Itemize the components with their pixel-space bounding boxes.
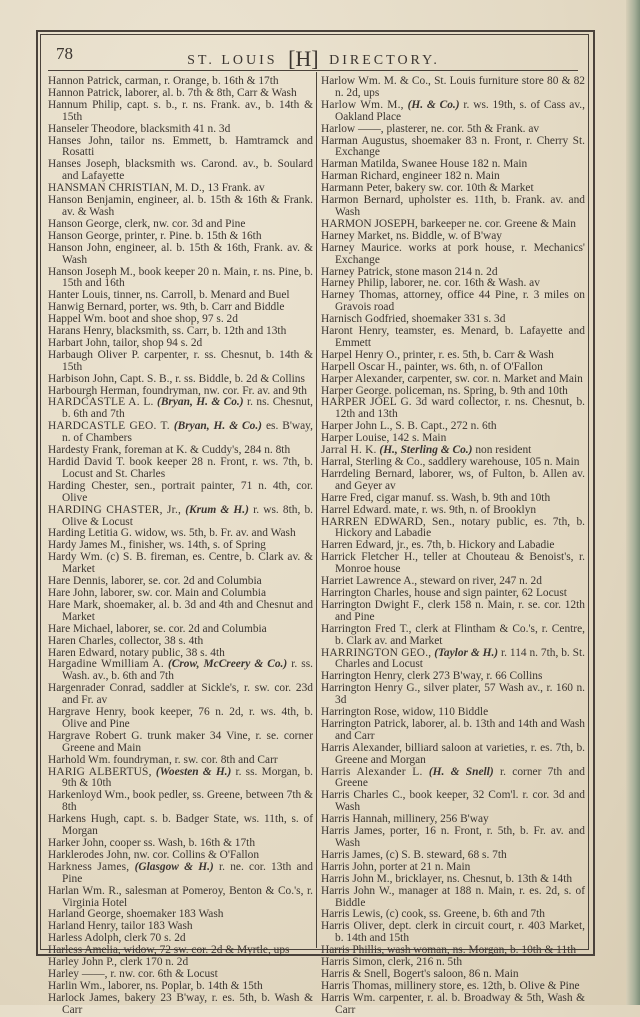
entry-name: Harlow Wm. M.,: [321, 98, 404, 111]
page-edge: [626, 0, 640, 1005]
entry-text: HANSMAN CHRISTIAN, M. D., 13 Frank. av: [48, 182, 265, 195]
entry-text: Harre Fred, cigar manuf. ss. Wash, b. 9th and 10th: [321, 491, 551, 504]
directory-entry: [321, 397, 585, 421]
header-rule: [48, 70, 578, 71]
entry-text: Harris Oliver, dept. clerk in circuit court, r. 403 Market, b. 14th and 15th: [321, 920, 585, 945]
directory-entry: [48, 862, 313, 886]
entry-text: Hargrave Robert G. trunk maker 34 Vine, r. se. corner Greene and Main: [48, 729, 313, 754]
directory-entry: [321, 826, 585, 850]
entry-text: Hanson John, engineer, al. b. 15th & 16th, Frank. av. & Wash: [48, 241, 313, 266]
entry-text: Hanson George, printer, r. Pine. b. 15th & 16th: [48, 229, 262, 242]
column-divider: [316, 72, 317, 948]
entry-text: Harrel Edward. mate, r. ws. 9th, n. of Brooklyn: [321, 503, 537, 516]
entry-name: Hargadine Wmilliam A.: [48, 658, 164, 671]
entry-name: Jarral H. K.: [321, 444, 377, 457]
entry-text: Harney Patrick, stone mason 214 n. 2d: [321, 265, 498, 278]
entry-text: Harpel Henry O., printer, r. es. 5th, b. Carr & Wash: [321, 348, 554, 361]
directory-entry: [321, 195, 585, 219]
entry-text: Harris Charles C., book keeper, 32 Com'l. r. cor. 3d and Wash: [321, 789, 585, 814]
left-column: [48, 76, 313, 1017]
entry-text: Harrington Patrick, laborer, al. b. 13th and 14th and Wash and Carr: [321, 717, 585, 742]
directory-entry: [48, 100, 313, 124]
entry-text: Hanson George, clerk, nw. cor. 3d and Pine: [48, 217, 246, 230]
entry-text: Harlan Wm. R., salesman at Pomeroy, Benton & Co.'s, r. Virginia Hotel: [48, 884, 313, 909]
directory-entry: [48, 505, 313, 529]
entry-text: Harney Market, ns. Biddle, w. of B'way: [321, 229, 502, 242]
entry-text: Harbaugh Oliver P. carpenter, r. ss. Chesnut, b. 14th & 15th: [48, 348, 313, 373]
entry-text: Hanses Joseph, blacksmith ws. Carond. av., b. Soulard and Lafayette: [48, 158, 313, 183]
entry-text: Harris John W., manager at 188 n. Main, r. es. 2d, s. of Biddle: [321, 884, 585, 909]
entry-text: Harhold Wm. foundryman, r. sw. cor. 8th and Carr: [48, 753, 278, 766]
entry-text: Hanter Louis, tinner, ns. Carroll, b. Menard and Buel: [48, 289, 290, 302]
entry-text: Harriet Lawrence A., steward on river, 247 n. 2d: [321, 575, 542, 588]
entry-text: Hardesty Frank, foreman at K. & Cuddy's, 284 n. 8th: [48, 444, 291, 457]
entry-details: r. ss. Morgan, b. 9th & 10th: [62, 765, 313, 790]
entry-text: Hargrave Henry, book keeper, 76 n. 2d, r. ws. 4th, b. Olive and Pine: [48, 706, 313, 730]
entry-text: Harrington Charles, house and sign painter, 62 Locust: [321, 586, 567, 599]
page-number: 78: [56, 44, 73, 63]
entry-text: Harris John, porter at 21 n. Main: [321, 860, 471, 873]
entry-text: Harless Adolph, clerk 70 s. 2d: [48, 932, 186, 945]
directory-entry: [321, 552, 585, 576]
entry-text: Harkens Hugh, capt. s. b. Badger State, ws. 11th, s. of Morgan: [48, 813, 313, 838]
directory-entry: [48, 136, 313, 160]
entry-text: Harman Matilda, Swanee House 182 n. Main: [321, 158, 528, 171]
entry-name: HARDCASTLE A. L.: [48, 396, 154, 409]
directory-entry: [321, 100, 585, 124]
entry-text: Harper Alexander, carpenter, sw. cor. n. Market and Main: [321, 372, 583, 385]
directory-entry: [48, 267, 313, 291]
entry-text: Haren Charles, collector, 38 s. 4th: [48, 634, 204, 647]
entry-text: Harney Maurice. works at pork house, r. Mechanics' Exchange: [321, 241, 585, 266]
entry-text: Harlow ——, plasterer, ne. cor. 5th & Frank. av: [321, 122, 540, 135]
entry-text: Hanwig Bernard, porter, ws. 9th, b. Carr and Biddle: [48, 301, 285, 314]
entry-text: Harris Thomas, millinery store, es. 12th, b. Olive & Pine: [321, 979, 580, 992]
directory-entry: [321, 886, 585, 910]
entry-text: HARMON JOSEPH, barkeeper ne. cor. Greene & Main: [321, 217, 576, 230]
entry-details: non resident: [475, 444, 532, 457]
entry-details: r. ws. 19th, s. of Cass av., Oakland Place: [335, 98, 585, 123]
entry-details: r. ss. Wash. av., b. 6th and 7th: [62, 658, 313, 683]
directory-entry: [321, 517, 585, 541]
directory-entry: [321, 76, 585, 100]
directory-entry: [48, 195, 313, 219]
entry-text: Hanson Benjamin, engineer, al. b. 15th & 16th & Frank. av. & Wash: [48, 194, 313, 218]
entry-firm: (Glasgow & H.): [134, 860, 214, 873]
entry-text: Hargenrader Conrad, saddler at Sickle's, r. sw. cor. 23d and Fr. av: [48, 682, 313, 707]
entry-text: Harris John M., bricklayer, ns. Chesnut, b. 13th & 14th: [321, 872, 573, 885]
entry-firm: (H., Sterling & Co.): [379, 444, 473, 457]
directory-entry: [321, 921, 585, 945]
entry-name: Harris Alexander L.: [321, 765, 423, 778]
entry-details: r. corner 7th and Greene: [335, 765, 585, 790]
entry-text: Harris Wm. carpenter, r. al. b. Broadway & 5th, Wash & Carr: [321, 991, 585, 1016]
entry-text: Harris Alexander, billiard saloon at varieties, r. es. 7th, b. Greene and Morgan: [321, 741, 585, 766]
entry-text: Hanson Joseph M., book keeper 20 n. Main, r. ns. Pine, b. 15th and 16th: [48, 265, 313, 290]
entry-firm: (H. & Snell): [428, 765, 494, 778]
entry-text: Hare Dennis, laborer, se. cor. 2d and Columbia: [48, 575, 262, 588]
directory-entry: [48, 790, 313, 814]
entry-text: Harley ——, r. nw. cor. 6th & Locust: [48, 967, 218, 980]
directory-entry: [48, 421, 313, 445]
entry-name: HARIG ALBERTUS,: [48, 765, 152, 778]
section-letter: [H]: [288, 46, 319, 71]
entry-text: Harrick Fletcher H., teller at Chouteau & Benoist's, r. Monroe house: [321, 551, 585, 576]
entry-text: Harbourgh Herman, foundryman, nw. cor. Fr. av. and 9th: [48, 384, 307, 397]
entry-text: Harney Philip, laborer, ne. cor. 16th & Wash. av: [321, 277, 540, 290]
entry-text: Hardy James M., finisher, ws. 14th, s. of Spring: [48, 539, 266, 552]
directory-entry: [321, 600, 585, 624]
directory-entry: [321, 648, 585, 672]
entry-text: HARREN EDWARD, Sen., notary public, es. 7th, b. Hickory and Labadie: [321, 515, 585, 540]
title-city: ST. LOUIS: [187, 53, 278, 68]
entry-text: Harmann Peter, bakery sw. cor. 10th & Market: [321, 182, 534, 195]
directory-entry: [321, 790, 585, 814]
directory-entry: [48, 886, 313, 910]
entry-text: Haren Edward, notary public, 38 s. 4th: [48, 646, 225, 659]
entry-text: Harrington Henry G., silver plater, 57 Wash av., r. 160 n. 3d: [321, 682, 585, 707]
directory-entry: [321, 469, 585, 493]
entry-text: Harman Richard, engineer 182 n. Main: [321, 170, 500, 183]
entry-text: Harris Lewis, (c) cook, ss. Greene, b. 6th and 7th: [321, 908, 545, 921]
entry-text: Harbart John, tailor, shop 94 s. 2d: [48, 336, 203, 349]
directory-entry: [48, 767, 313, 791]
entry-text: Harrington Henry, clerk 273 B'way, r. 66 Collins: [321, 670, 543, 683]
directory-entry: [321, 326, 585, 350]
entry-firm: (H. & Co.): [407, 98, 460, 111]
entry-text: Harrington Rose, widow, 110 Biddle: [321, 706, 489, 719]
entry-text: Harral, Sterling & Co., saddlery warehouse, 105 n. Main: [321, 456, 580, 468]
directory-entry: [48, 350, 313, 374]
entry-text: Hannon Patrick, carman, r. Orange, b. 16th & 17th: [48, 75, 279, 87]
entry-name: Harkness James,: [48, 860, 130, 873]
entry-text: Harper Louise, 142 s. Main: [321, 432, 447, 445]
directory-entry: [48, 243, 313, 267]
entry-text: Harren Edward, jr., es. 7th, b. Hickory and Labadie: [321, 539, 555, 552]
directory-entry: [48, 397, 313, 421]
entry-text: Hardid David T. book keeper 28 n. Front, r. ws. 7th, b. Locust and St. Charles: [48, 456, 313, 480]
entry-details: r. ns. Chesnut, b. 6th and 7th: [62, 396, 313, 421]
entry-text: Harland Henry, tailor 183 Wash: [48, 920, 193, 933]
entry-text: Happel Wm. boot and shoe shop, 97 s. 2d: [48, 313, 238, 326]
entry-text: Harlock James, bakery 23 B'way, r. es. 5th, b. Wash & Carr: [48, 991, 313, 1016]
directory-entry: [48, 659, 313, 683]
entry-text: Haront Henry, teamster, es. Menard, b. Lafayette and Emmett: [321, 325, 585, 349]
entry-text: Hare Michael, laborer, se. cor. 2d and Columbia: [48, 622, 267, 635]
entry-details: r. ws. 8th, b. Olive & Locust: [62, 503, 313, 528]
directory-entry: [321, 719, 585, 743]
entry-text: Harman Augustus, shoemaker 83 n. Front, r. Cherry St. Exchange: [321, 134, 585, 159]
entry-text: Harans Henry, blacksmith, ss. Carr, b. 12th and 13th: [48, 325, 287, 338]
entry-text: Hare Mark, shoemaker, al. b. 3d and 4th and Chesnut and Market: [48, 598, 313, 623]
directory-entry: [48, 683, 313, 707]
title-directory: DIRECTORY.: [329, 53, 440, 68]
entry-details: r. ne. cor. 13th and Pine: [62, 860, 313, 885]
entry-text: Harney Thomas, attorney, office 44 Pine, r. 3 miles on Gravois road: [321, 289, 585, 314]
entry-name: HARDING CHASTER, Jr.,: [48, 503, 182, 516]
right-column: [321, 76, 585, 1017]
entry-text: Hannum Philip, capt. s. b., r. ns. Frank. av., b. 14th & 15th: [48, 98, 313, 123]
entry-firm: (Woesten & H.): [155, 765, 232, 778]
directory-entry: [321, 136, 585, 160]
entry-text: Hannon Patrick, laborer, al. b. 7th & 8th, Carr & Wash: [48, 86, 297, 99]
directory-entry: [321, 743, 585, 767]
directory-entry: [48, 731, 313, 755]
entry-text: Harley John P., clerk 170 n. 2d: [48, 956, 189, 969]
entry-text: Harbison John, Capt. S. B., r. ss. Biddle, b. 2d & Collins: [48, 372, 305, 385]
directory-entry: [321, 624, 585, 648]
directory-entry: [48, 600, 313, 624]
directory-entry: [321, 290, 585, 314]
entry-text: HARPER JOEL G. 3d ward collector, r. ns. Chesnut, b. 12th and 13th: [321, 396, 585, 421]
entry-name: HARDCASTLE GEO. T.: [48, 420, 170, 433]
directory-entry: [48, 814, 313, 838]
entry-firm: (Crow, McCreery & Co.): [167, 658, 288, 671]
entry-text: Harris James, porter, 16 n. Front, r. 5th, b. Fr. av. and Wash: [321, 825, 585, 849]
entry-text: Harnisch Godfried, shoemaker 331 s. 3d: [321, 313, 506, 326]
directory-entry: [48, 481, 313, 505]
entry-text: Harper John L., S. B. Capt., 272 n. 6th: [321, 420, 497, 433]
entry-text: Harris Phillis, wash woman, ns. Morgan, b. 10th & 11th: [321, 944, 577, 957]
entry-firm: (Bryan, H. & Co.): [157, 396, 244, 409]
entry-details: r. 114 n. 7th, b. St. Charles and Locust: [335, 646, 585, 671]
entry-text: Harlin Wm., laborer, ns. Poplar, b. 14th & 15th: [48, 979, 263, 992]
entry-text: Hardy Wm. (c) S. B. fireman, es. Centre, b. Clark av. & Market: [48, 551, 313, 576]
directory-entry: [48, 552, 313, 576]
running-title: [40, 44, 587, 70]
entry-text: Harland George, shoemaker 183 Wash: [48, 908, 224, 921]
entry-text: Harding Letitia G. widow, ws. 5th, b. Fr. av. and Wash: [48, 527, 296, 540]
entry-text: Harris & Snell, Bogert's saloon, 86 n. Main: [321, 967, 519, 980]
entry-details: es. B'way, n. of Chambers: [62, 420, 313, 445]
entry-text: Harless Amelia, widow, 72 sw. cor. 2d & Myrtle, ups: [48, 944, 290, 957]
entry-text: Harkenloyd Wm., book pedler, ss. Greene, between 7th & 8th: [48, 789, 313, 814]
entry-firm: (Krum & H.): [185, 503, 249, 516]
entry-firm: (Taylor & H.): [434, 646, 499, 659]
entry-name: HARRINGTON GEO.,: [321, 646, 432, 659]
entry-firm: (Bryan, H. & Co.): [173, 420, 262, 433]
entry-text: Harmon Bernard, upholster es. 11th, b. Frank. av. and Wash: [321, 194, 585, 218]
entry-text: Harding Chester, sen., portrait painter, 71 n. 4th, cor. Olive: [48, 479, 313, 504]
entry-text: Hanseler Theodore, blacksmith 41 n. 3d: [48, 122, 231, 135]
entry-text: Harker John, cooper ss. Wash, b. 16th & 17th: [48, 837, 256, 849]
directory-entry: [321, 683, 585, 707]
entry-text: Harrdeling Bernard, laborer, ws, of Fulton, b. Allen av. and Geyer av: [321, 467, 585, 492]
entry-text: Harris James, (c) S. B. steward, 68 s. 7th: [321, 848, 507, 861]
entry-text: Harrington Dwight F., clerk 158 n. Main, r. se. cor. 12th and Pine: [321, 598, 585, 623]
entry-text: Harper George. policeman, ns. Spring, b. 9th and 10th: [321, 384, 568, 397]
entry-text: Harris Simon, clerk, 216 n. 5th: [321, 956, 463, 969]
entry-text: Harklerodes John, nw. cor. Collins & O'Fallon: [48, 848, 260, 861]
directory-entry: [48, 457, 313, 481]
entry-text: Harrington Fred T., clerk at Flintham & Co.'s, r. Centre, b. Clark av. and Market: [321, 622, 585, 647]
directory-entry: [321, 243, 585, 267]
directory-entry: [48, 159, 313, 183]
directory-entry: [321, 767, 585, 791]
entry-text: Harlow Wm. M. & Co., St. Louis furniture store 80 & 82 n. 2d, ups: [321, 75, 585, 99]
entry-text: Hanses John, tailor ns. Emmett, b. Hamtramck and Rosatti: [48, 134, 313, 159]
running-header: [40, 36, 587, 71]
directory-entry: [48, 707, 313, 731]
entry-text: Harpell Oscar H., painter, ws. 6th, n. of O'Fallon: [321, 360, 543, 373]
entry-text: Hare John, laborer, sw. cor. Main and Columbia: [48, 586, 267, 599]
entry-text: Harris Hannah, millinery, 256 B'way: [321, 813, 489, 826]
